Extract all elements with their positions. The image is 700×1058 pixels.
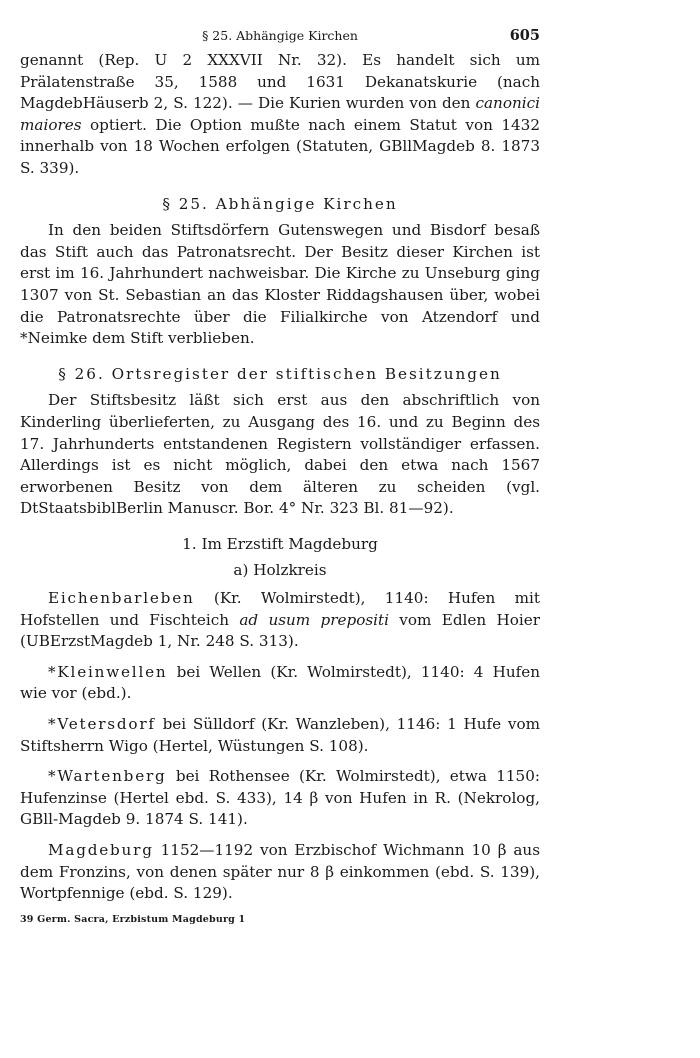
register-entry-eichenbarleben [20,588,540,653]
entry-place-name: Eichenbarleben [48,589,195,608]
entry-text: bei Wellen (Kr. Wolmirstedt), 1140: 4 Hufen wie vor (ebd.). [20,662,540,703]
entry-text: 1152—1192 von Erzbischof Wichmann 10 β aus dem Fronzins, von denen später nur 8 β einkommen (ebd. S. 139), Wortpfennige (ebd. S. 129). [20,841,540,903]
running-header-title: § 25. Abhängige Kirchen [202,28,358,43]
intro-text-part2: optiert. Die Option mußte nach einem Statut von 1432 innerhalb von 18 Wochen erfolgen (Statuten, GBllMagdeb 8. 1873 S. 339). [20,115,540,177]
signature-footer: 39 Germ. Sacra, Erzbistum Magdeburg 1 [20,913,246,925]
entry-place-name: *Kleinwellen [48,662,168,681]
section-25-heading: § 25. Abhängige Kirchen [162,194,398,213]
section-26-heading: § 26. Ortsregister der stiftischen Besitzungen [58,364,502,383]
page-number: 605 [509,27,540,44]
subsection-heading: 1. Im Erzstift Magdeburg [182,534,378,553]
entry-text: bei Sülldorf (Kr. Wanzleben), 1146: 1 Hufe vom Stiftsherrn Wigo (Hertel, Wüstungen S. 108). [20,715,540,755]
entry-place-name: Magdeburg [48,841,154,859]
section-26-paragraph: Der Stiftsbesitz läßt sich erst aus den abschriftlich von Kinderling überlieferten, zu Ausgang des 16. und zu Beginn des 17. Jahrhunderts entstandenen Registern vollständiger erfassen. Allerdings ist es nicht möglich, dabei den etwa nach 1567 erworbenen Besitz von dem älteren zu scheiden (vgl. DtStaatsbiblBerlin Manuscr. Bor. 4° Nr. 323 Bl. 81—92). [20,391,540,518]
entry-text: vom Edlen Hoier (UBErzstMagdeb 1, Nr. 248 S. 313). [20,610,541,651]
section-25-paragraph: In den beiden Stiftsdörfern Gutenswegen und Bisdorf besaß das Stift auch das Patronatsrecht. Der Besitz dieser Kirchen ist erst im 16. Jahrhundert nachweisbar. Die Kirche zu Unseburg ging 1307 von St. Sebastian an das Kloster Riddagshausen über, wobei die Patronatsrechte über die Filialkirche von Atzendorf und *Neimke dem Stift verblieben. [20,221,540,348]
register-entry-kleinwellen [20,662,540,705]
intro-paragraph [20,50,540,180]
entry-place-name: *Vetersdorf [48,715,156,734]
register-entry-wartenberg [20,766,540,831]
entry-italic-phrase: ad usum prepositi [239,610,389,629]
register-entry-magdeburg [20,840,540,905]
register-entry-vetersdorf [20,714,540,757]
book-page [20,28,540,925]
intro-text-part1: genannt (Rep. U 2 XXXVII Nr. 32). Es handelt sich um Prälatenstraße 35, 1588 und 1631 Dekanatskurie (nach MagdebHäuserb 2, S. 122). — Die Kurien wurden von den [20,51,540,113]
entry-text: (Kr. Wolmirstedt), 1140: Hufen mit Hofstellen und Fischteich [20,589,540,629]
subsubsection-heading: a) Holzkreis [233,561,327,580]
running-header [20,28,540,50]
entry-place-name: *Wartenberg [48,767,167,786]
intro-italic-phrase: canonici maiores [20,94,540,134]
entry-text: bei Rothensee (Kr. Wolmirstedt), etwa 1150: Hufenzinse (Hertel ebd. S. 433), 14 β von Hufen in R. (Nekrolog, GBll-Magdeb 9. 1874 S. 141). [20,767,540,829]
